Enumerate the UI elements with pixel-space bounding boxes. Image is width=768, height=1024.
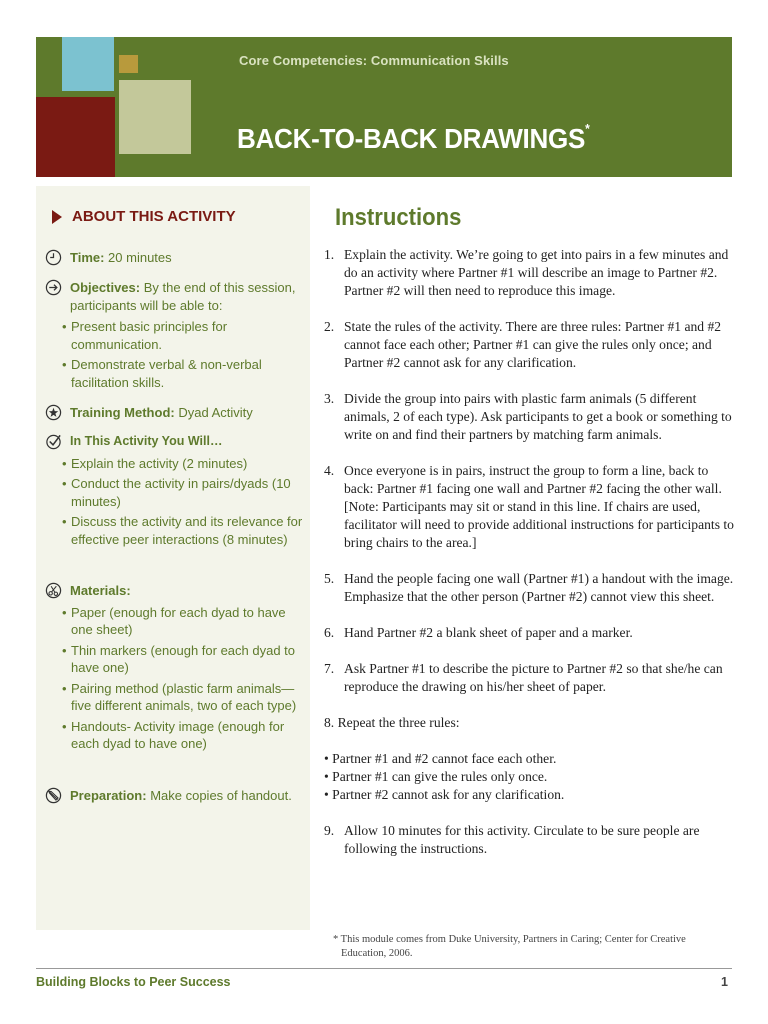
footer-title: Building Blocks to Peer Success [36,975,231,989]
method-section [45,404,307,422]
footnote: * This module comes from Duke University, Partners in Caring; Center for Creative Education, 2006. [333,934,686,959]
list-item: • Pairing method (plastic farm animals—five different animals, two of each type) [62,680,307,715]
instructions-body [324,246,734,876]
activity-list [45,455,307,549]
pencil-circle-icon [45,787,62,804]
activity-section [45,433,307,551]
decor-square-sage [119,80,191,154]
title-footnote-mark: * [585,121,590,136]
activity-label: In This Activity You Will… [70,434,223,448]
objectives-intro: By the end of this session, participants will be able to: [70,280,296,313]
rule-item: • Partner #1 and #2 cannot face each other. [324,750,734,768]
time-label: Time: [70,250,105,265]
materials-section [45,582,307,756]
instruction-step: 9. Allow 10 minutes for this activity. Circulate to be sure people are following the instructions. [324,823,700,856]
preparation-section [45,787,307,805]
page-title: BACK-TO-BACK DRAWINGS* [237,121,590,154]
decor-square-gold [119,55,138,73]
time-value: 20 minutes [104,250,172,265]
preparation-value: Make copies of handout. [146,788,292,803]
list-item: • Explain the activity (2 minutes) [62,455,307,473]
clock-icon [45,249,62,266]
footer-divider [36,968,732,969]
page-number: 1 [721,975,728,989]
list-item: • Conduct the activity in pairs/dyads (10 minutes) [62,475,307,510]
instructions-heading: Instructions [335,204,462,231]
sidebar-about [36,186,310,930]
objectives-list [45,318,307,391]
list-item: • Handouts- Activity image (enough for each dyad to have one) [62,718,307,753]
star-circle-icon [45,404,62,421]
list-item: • Discuss the activity and its relevance for effective peer interactions (8 minutes) [62,513,307,548]
rules-list [324,750,734,804]
arrow-circle-icon [45,279,62,296]
instruction-step: 5. Hand the people facing one wall (Partner #1) a handout with the image. Emphasize that the other person (Partner #2) cannot view this sheet. [324,571,734,604]
instruction-step: 6. Hand Partner #2 a blank sheet of paper and a marker. [324,625,633,640]
materials-list [45,604,307,753]
instruction-step: 1. Explain the activity. We’re going to get into pairs in a few minutes and do an activity where Partner #1 will describe an image to Partner #2. Partner #2 will then need to reproduce this image. [324,247,729,298]
list-item: • Paper (enough for each dyad to have one sheet) [62,604,307,639]
method-value: Dyad Activity [174,405,253,420]
instruction-step: 2. State the rules of the activity. There are three rules: Partner #1 and #2 cannot face each other; Partner #1 can give the rules only once; and Partner #2 cannot ask for any clarification. [324,319,722,370]
instruction-step: 4. Once everyone is in pairs, instruct the group to form a line, back to back: Partner #1 facing one wall and Partner #2 facing the other wall. [Note: Participants may sit or stand in this line. If chairs are used, facilitator will need to provide additional instructions for participants to bring chairs to the area.] [324,463,734,550]
list-item: • Demonstrate verbal & non-verbal facilitation skills. [62,356,307,391]
method-label: Training Method: [70,405,175,420]
about-heading: ABOUT THIS ACTIVITY [52,208,236,225]
section-kicker: Core Competencies: Communication Skills [239,53,509,68]
list-item: • Thin markers (enough for each dyad to have one) [62,642,307,677]
materials-label: Materials: [70,583,131,598]
objectives-section [45,279,307,394]
rule-item: • Partner #2 cannot ask for any clarification. [324,786,734,804]
rule-item: • Partner #1 can give the rules only once. [324,768,734,786]
header-band [36,37,732,177]
decor-square-blue [62,37,114,91]
decor-square-red [36,97,115,177]
list-item: • Present basic principles for communication. [62,318,307,353]
objectives-label: Objectives: [70,280,141,295]
instruction-step: 7. Ask Partner #1 to describe the picture to Partner #2 so that she/he can reproduce the drawing on his/her sheet of paper. [324,661,723,694]
triangle-right-icon [52,210,62,224]
instruction-step-8: 8. Repeat the three rules: [324,715,460,730]
scissors-circle-icon [45,582,62,599]
instruction-step: 3. Divide the group into pairs with plastic farm animals (5 different animals, 2 of each type). Ask participants to get a book or something to write on and find their partners by matching farm animals. [324,391,732,442]
checkmark-icon [45,433,62,450]
time-section [45,249,307,267]
preparation-label: Preparation: [70,788,147,803]
